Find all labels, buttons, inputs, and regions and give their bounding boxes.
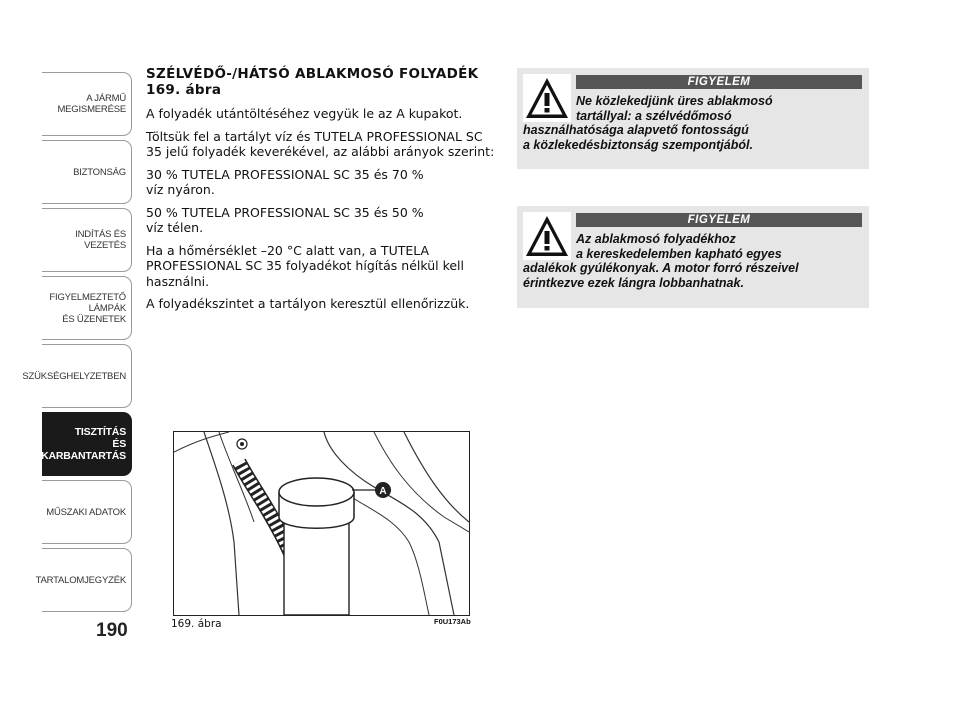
tab-label: SZÜKSÉGHELYZETBEN	[22, 370, 126, 382]
tab-index[interactable]	[35, 548, 132, 612]
warning-box	[517, 206, 869, 308]
paragraph: 30 % TUTELA PROFESSIONAL SC 35 és 70 % víz nyáron.	[146, 166, 424, 197]
tab-label: A JÁRMŰ MEGISMERÉSE	[57, 93, 126, 115]
warning-text-lead: Az ablakmosó folyadékhoz a kereskedelemben kapható egyes	[576, 232, 782, 261]
warning-title: FIGYELEM	[576, 75, 862, 89]
paragraph: A folyadékszintet a tartályon keresztül ellenőrizzük.	[146, 296, 470, 311]
tab-starting-driving[interactable]	[42, 208, 132, 272]
figure-marker: A	[379, 486, 387, 497]
tab-maintenance[interactable]	[42, 412, 132, 476]
tab-safety[interactable]	[42, 140, 132, 204]
paragraph: Töltsük fel a tartályt víz és TUTELA PROFESSIONAL SC 35 jelű folyadék keverékével, az alábbi arányok szerint:	[146, 128, 495, 159]
warning-text-rest: adalékok gyúlékonyak. A motor forró részeivel érintkezve ezek lángra lobbanhatnak.	[523, 261, 799, 290]
tab-label: TARTALOMJEGYZÉK	[35, 574, 126, 586]
tab-warning-lights[interactable]	[42, 276, 132, 340]
paragraph: A folyadék utántöltéséhez vegyük le az A kupakot.	[146, 106, 463, 121]
tab-label: BIZTONSÁG	[73, 166, 126, 178]
paragraph: Ha a hőmérséklet –20 °C alatt van, a TUTELA PROFESSIONAL SC 35 folyadékot hígítás nélkül kell használni.	[146, 242, 465, 289]
tab-label: FIGYELMEZTETŐ LÁMPÁK ÉS ÜZENETEK	[49, 291, 126, 325]
reservoir-illustration	[174, 432, 469, 615]
warning-text-rest: használhatósága alapvető fontosságú a közlekedésbiztonság szempontjából.	[523, 123, 753, 152]
tab-label: TISZTÍTÁS ÉS KARBANTARTÁS	[41, 426, 126, 462]
figure-code: F0U173Ab	[434, 617, 471, 626]
tab-vehicle-knowledge[interactable]	[42, 72, 132, 136]
figure-caption: 169. ábra	[171, 618, 222, 630]
paragraph: 50 % TUTELA PROFESSIONAL SC 35 és 50 % víz télen.	[146, 204, 424, 235]
warning-text	[523, 94, 863, 152]
figure-washer-reservoir	[173, 431, 470, 616]
tab-label: MŰSZAKI ADATOK	[46, 506, 126, 518]
section-heading: SZÉLVÉDŐ-/HÁTSÓ ABLAKMOSÓ FOLYADÉK 169. ábra	[146, 66, 479, 98]
tab-emergency[interactable]	[22, 344, 132, 408]
warning-title: FIGYELEM	[576, 213, 862, 227]
page-number: 190	[96, 620, 128, 641]
tab-technical-data[interactable]	[42, 480, 132, 544]
warning-text	[523, 232, 863, 290]
tab-label: INDÍTÁS ÉS VEZETÉS	[75, 229, 126, 251]
warning-text-lead: Ne közlekedjünk üres ablakmosó tartállyal: a szélvédőmosó	[576, 94, 773, 123]
warning-box	[517, 68, 869, 169]
main-content	[146, 66, 496, 319]
